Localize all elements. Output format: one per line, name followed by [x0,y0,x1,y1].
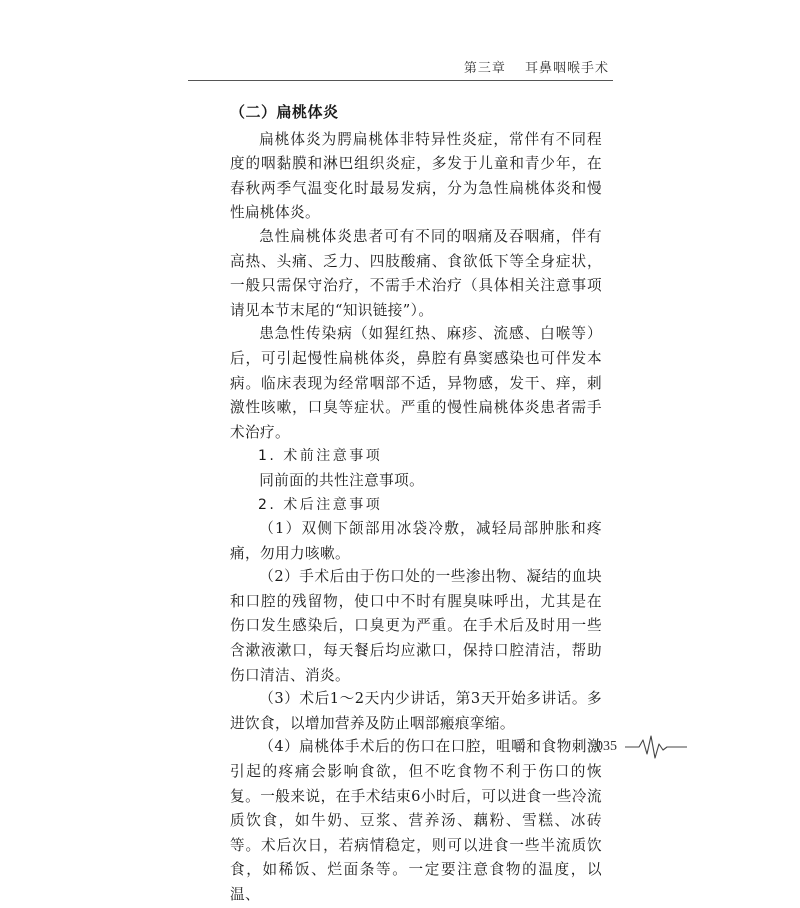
chapter-label: 第三章 [463,61,506,76]
header-divider [188,80,613,81]
page-number: 035 [596,739,617,754]
section-heading: （二）扁桃体炎 [230,103,339,121]
postop-item: （1）双侧下颌部用冰袋冷敷，减轻局部肿胀和疼痛，勿用力咳嗽。 [230,520,602,562]
postop-heading: 2. 术后注意事项 [258,496,383,513]
postop-item: （3）术后1～2天内少讲话，第3天开始多讲话。多进饮食，以增加营养及防止咽部瘢痕挛缩。 [230,690,602,732]
paragraph: 患急性传染病（如猩红热、麻疹、流感、白喉等）后，可引起慢性扁桃体炎，鼻腔有鼻窦感染也可伴发本病。临床表现为经常咽部不适，异物感，发干、痒，刺激性咳嗽，口臭等症状。严重的慢性扁桃体炎患者需手术治疗。 [230,325,602,441]
postop-item: （4）扁桃体手术后的伤口在口腔，咀嚼和食物刺激引起的疼痛会影响食欲，但不吃食物不利于伤口的恢复。一般来说，在手术结束6小时后，可以进食一些冷流质饮食，如牛奶、豆浆、营养汤、藕粉、雪糕、冰砖等。术后次日，若病情稳定，则可以进食一些半流质饮食，如稀饭、烂面条等。一定要注意食物的温度，以温、 [230,738,602,903]
body-text [230,100,602,907]
running-header [464,57,609,76]
page-footer [596,734,687,760]
heartbeat-line-icon [625,734,687,760]
preop-text: 同前面的共性注意事项。 [259,471,425,489]
chapter-title: 耳鼻咽喉手术 [524,61,609,76]
paragraph: 急性扁桃体炎患者可有不同的咽痛及吞咽痛，伴有高热、头痛、乏力、四肢酸痛、食欲低下等全身症状，一般只需保守治疗，不需手术治疗（具体相关注意事项请见本节末尾的“知识链接”）。 [230,227,602,319]
preop-heading: 1. 术前注意事项 [258,448,383,465]
postop-item: （2）手术后由于伤口处的一些渗出物、凝结的血块和口腔的残留物，使口中不时有腥臭味呼出，尤其是在伤口发生感染后，口臭更为严重。在手术后及时用一些含漱液漱口，每天餐后均应漱口，保持口腔清洁，帮助伤口清洁、消炎。 [230,568,602,684]
paragraph: 扁桃体炎为腭扁桃体非特异性炎症，常伴有不同程度的咽黏膜和淋巴组织炎症，多发于儿童和青少年，在春秋两季气温变化时最易发病，分为急性扁桃体炎和慢性扁桃体炎。 [230,130,602,222]
